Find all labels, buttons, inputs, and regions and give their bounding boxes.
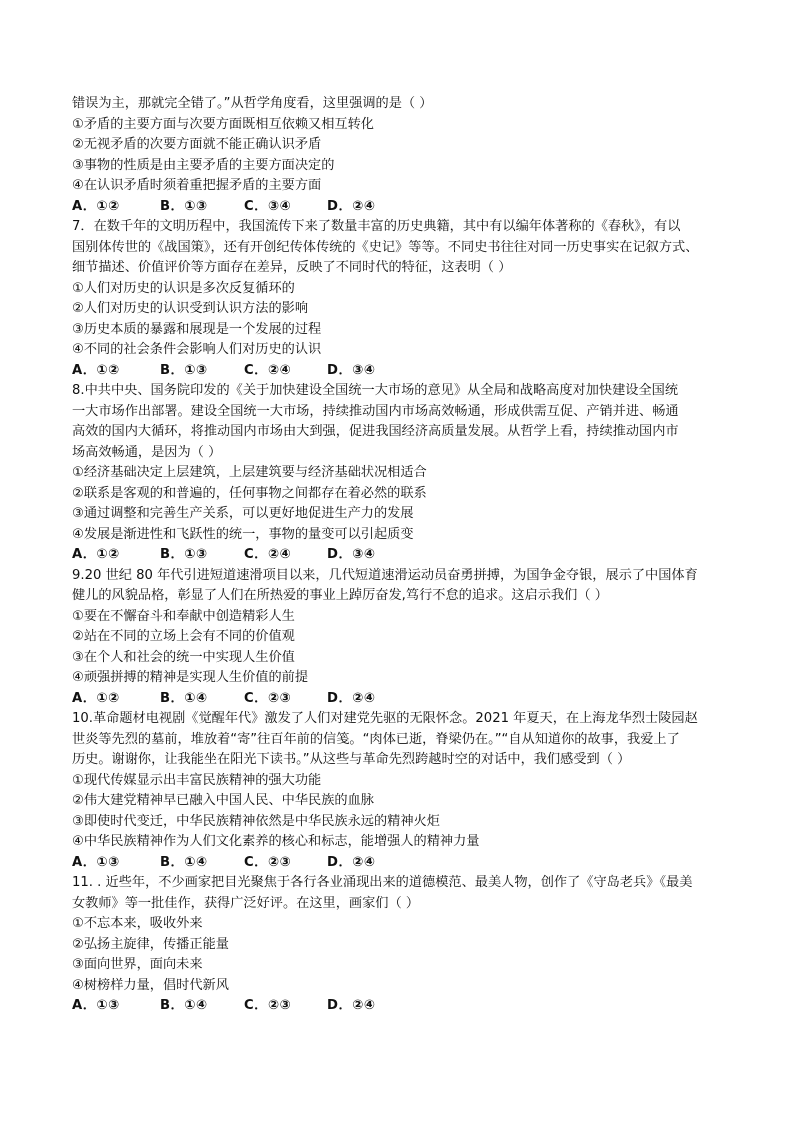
option-1: ①现代传媒显示出丰富民族精神的强大功能: [72, 772, 322, 788]
question-11-stem-line: 11. . 近些年，不少画家把目光聚焦于各行各业涌现出来的道德模范、最美人物，创作了《守岛老兵》《最美: [72, 875, 693, 890]
question-9-stem-line: 9.20 世纪 80 年代引进短道速滑项目以来，几代短道速滑运动员奋勇拼搏，为国争金夺银，展示了中国体育: [72, 567, 698, 583]
question-8-stem-line: 8.中共中央、国务院印发的《关于加快建设全国统一大市场的意见》从全局和战略高度对加快建设全国统: [72, 383, 679, 398]
choice-b: B．①④: [160, 854, 208, 870]
answer-choices: [72, 545, 732, 566]
option-3: ③通过调整和完善生产关系，可以更好地促进生产力的发展: [72, 506, 414, 521]
option-1: ①经济基础决定上层建筑，上层建筑要与经济基础状况相适合: [72, 465, 427, 480]
choice-c: C．③④: [244, 198, 292, 214]
option-2: ②站在不同的立场上会有不同的价值观: [72, 629, 295, 644]
question-7-stem-line: 国别体传世的《战国策》，还有开创纪传体传统的《史记》等等。不同史书往往对同一历史事实在记叙方式、: [72, 239, 699, 255]
option-4: ④树榜样力量，倡时代新风: [72, 977, 229, 993]
choice-a: A．①②: [72, 198, 120, 214]
answer-choices: [72, 689, 732, 710]
option-3: ③即使时代变迁，中华民族精神依然是中华民族永远的精神火炬: [72, 813, 440, 829]
option-3: ③面向世界，面向未来: [72, 957, 203, 972]
option-2: ②伟大建党精神早已融入中国人民、中华民族的血脉: [72, 793, 374, 808]
question-8-stem-line: 场高效畅通，是因为（ ）: [72, 444, 222, 460]
option-4: ④不同的社会条件会影响人们对历史的认识: [72, 342, 322, 357]
option-1: ①人们对历史的认识是多次反复循环的: [72, 280, 295, 296]
option-1: ①不忘本来，吸收外来: [72, 916, 203, 931]
choice-c: C．②④: [244, 362, 292, 378]
answer-choices: [72, 197, 732, 218]
choice-a: A．①③: [72, 998, 120, 1013]
option-4: ④在认识矛盾时须着重把握矛盾的主要方面: [72, 178, 322, 193]
choice-d: D．②④: [327, 198, 376, 214]
choice-c: C．②③: [244, 998, 292, 1013]
choice-a: A．①②: [72, 547, 120, 562]
choice-d: D．②④: [327, 690, 376, 706]
option-4: ④中华民族精神作为人们文化素养的核心和标志，能增强人的精神力量: [72, 834, 480, 849]
choice-b: B．①④: [160, 690, 208, 706]
option-2: ②弘扬主旋律，传播正能量: [72, 936, 229, 952]
question-7-stem-line: 7．在数千年的文明历程中，我国流传下来了数量丰富的历史典籍，其中有以编年体著称的《春秋》，有以: [72, 219, 681, 234]
answer-choices: [72, 361, 732, 382]
choice-b: B．①③: [160, 198, 208, 214]
answer-choices: [72, 996, 732, 1017]
question-11-stem-line: 女教师》等一批佳作，获得广泛好评。在这里，画家们（ ）: [72, 895, 420, 911]
option-2: ②联系是客观的和普遍的，任何事物之间都存在着必然的联系: [72, 485, 427, 501]
choice-b: B．①③: [160, 547, 208, 562]
option-4: ④发展是渐进性和飞跃性的统一，事物的量变可以引起质变: [72, 526, 414, 542]
choice-d: D．②④: [327, 998, 376, 1013]
question-8-stem-line: 高效的国内大循环，将推动国内市场由大到强，促进我国经济高质量发展。从哲学上看，持续推动国内市: [72, 424, 679, 439]
option-1: ①要在不懈奋斗和奉献中创造精彩人生: [72, 608, 295, 624]
question-9-stem-line: 健儿的风貌品格，彰显了人们在所热爱的事业上踔厉奋发,笃行不怠的追求。这启示我们（ ）: [72, 588, 608, 603]
choice-c: C．②④: [244, 547, 292, 562]
choice-d: D．③④: [327, 547, 376, 562]
option-4: ④顽强拼搏的精神是实现人生价值的前提: [72, 670, 309, 685]
choice-d: D．③④: [327, 362, 376, 378]
answer-choices: [72, 853, 732, 874]
choice-a: A．①②: [72, 690, 120, 706]
option-2: ②无视矛盾的次要方面就不能正确认识矛盾: [72, 137, 322, 152]
question-10-stem-line: 世炎等先烈的墓前，堆放着“寄”往百年前的信笺。“肉体已逝，脊梁仍在。”“自从知道你的故事，我爱上了: [72, 731, 680, 747]
option-3: ③历史本质的暴露和展现是一个发展的过程: [72, 321, 322, 337]
question-10-stem-line: 10.革命题材电视剧《觉醒年代》激发了人们对建党先驱的无限怀念。2021 年夏天，在上海龙华烈士陵园赵: [72, 711, 698, 726]
option-2: ②人们对历史的认识受到认识方法的影响: [72, 301, 309, 316]
choice-b: B．①④: [160, 998, 208, 1013]
exam-content: [72, 94, 732, 1017]
choice-b: B．①③: [160, 362, 208, 378]
option-3: ③在个人和社会的统一中实现人生价值: [72, 649, 295, 665]
option-1: ①矛盾的主要方面与次要方面既相互依赖又相互转化: [72, 116, 374, 132]
question-6-stem: 错误为主，那就完全错了。”从哲学角度看，这里强调的是（ ）: [72, 96, 433, 111]
question-7-stem-line: 细节描述、价值评价等方面存在差异，反映了不同时代的特征，这表明（ ）: [72, 260, 512, 275]
choice-d: D．②④: [327, 854, 376, 870]
choice-a: A．①②: [72, 362, 120, 378]
choice-c: C．②③: [244, 690, 292, 706]
option-3: ③事物的性质是由主要矛盾的主要方面决定的: [72, 157, 335, 173]
question-10-stem-line: 历史。谢谢你，让我能坐在阳光下读书。”从这些与革命先烈跨越时空的对话中，我们感受到（ ）: [72, 752, 631, 767]
choice-a: A．①③: [72, 854, 120, 870]
choice-c: C．②③: [244, 854, 292, 870]
question-8-stem-line: 一大市场作出部署。建设全国统一大市场，持续推动国内市场高效畅通，形成供需互促、产销并进、畅通: [72, 403, 679, 419]
